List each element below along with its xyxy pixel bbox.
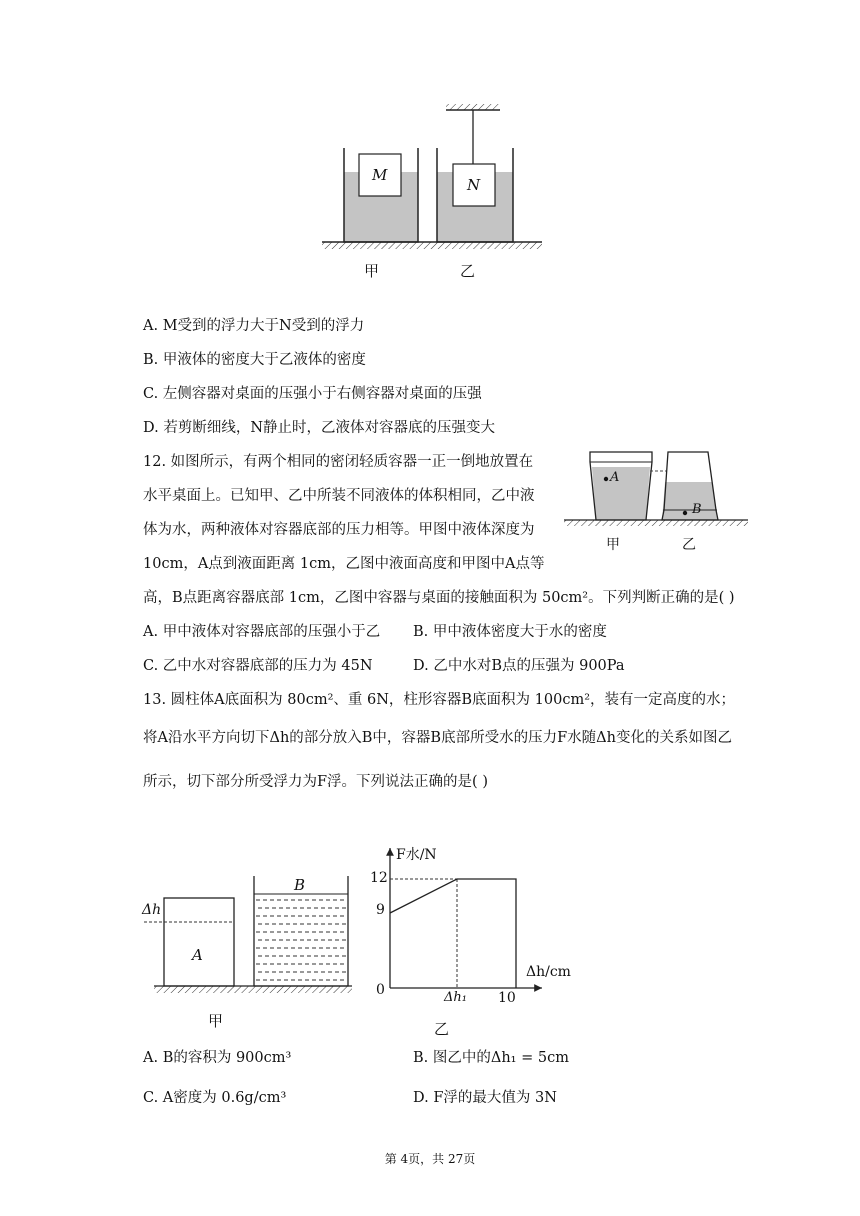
q13-option-a: A. B的容积为 900cm³ xyxy=(143,1050,292,1066)
q13-x-tick-10: 10 xyxy=(498,990,516,1006)
q12-line-1: 12. 如图所示，有两个相同的密闭轻质容器一正一倒地放置在 xyxy=(143,454,534,470)
q12-point-b-label: B xyxy=(692,502,702,517)
q12-line-2: 水平桌面上。已知甲、乙中所装不同液体的体积相同，乙中液 xyxy=(143,488,535,504)
table-hatch xyxy=(322,242,542,249)
q12-option-b: B. 甲中液体密度大于水的密度 xyxy=(413,624,607,640)
q13-option-c: C. A密度为 0.6g/cm³ xyxy=(143,1090,287,1106)
q13-y-tick-9: 9 xyxy=(376,902,385,918)
q12-figure-svg xyxy=(562,446,782,530)
ceiling-hatch xyxy=(446,104,500,110)
q13-x-axis-label: Δh/cm xyxy=(526,964,571,980)
q13-figure-jia xyxy=(140,868,370,1038)
q12-line-3: 体为水，两种液体对容器底部的压力相等。甲图中液体深度为 xyxy=(143,522,535,538)
q13-line-3: 所示，切下部分所受浮力为F浮。下列说法正确的是( ) xyxy=(143,774,488,790)
q12-liquid-yi xyxy=(662,482,718,520)
figure-label-jia: 甲 xyxy=(364,262,380,280)
q13-data-line xyxy=(390,879,516,988)
q13-option-d: D. F浮的最大值为 3N xyxy=(413,1090,557,1106)
figure-containers-mn xyxy=(318,100,548,290)
q13-chart xyxy=(370,840,590,1040)
q11-option-b: B. 甲液体的密度大于乙液体的密度 xyxy=(143,352,366,368)
q12-option-d: D. 乙中水对B点的压强为 900Pa xyxy=(413,658,625,674)
q13-delta-h-label: Δh xyxy=(142,902,162,918)
figure-containers-svg xyxy=(318,100,548,250)
q12-point-a-label: A xyxy=(610,470,620,485)
q12-line-4: 10cm，A点到液面距离 1cm，乙图中液面高度和甲图中A点等 xyxy=(143,556,545,572)
q13-origin: 0 xyxy=(376,982,385,998)
q13-x-tick-dh1: Δh₁ xyxy=(444,990,467,1005)
q13-block-a xyxy=(164,898,234,986)
q13-y-axis-label: F水/N xyxy=(396,847,437,863)
q11-option-d: D. 若剪断细线，N静止时，乙液体对容器底的压强变大 xyxy=(143,420,496,436)
q13-label-yi: 乙 xyxy=(434,1020,450,1038)
q13-line-1: 13. 圆柱体A底面积为 80cm²、重 6N，柱形容器B底面积为 100cm²，装有一定高度的水； xyxy=(143,692,736,708)
q12-option-a: A. 甲中液体对容器底部的压强小于乙 xyxy=(143,624,381,640)
q12-figure xyxy=(562,446,782,556)
q12-point-b xyxy=(683,511,687,515)
q13-block-a-label: A xyxy=(192,946,203,964)
figure-label-yi: 乙 xyxy=(460,262,476,280)
q13-option-b: B. 图乙中的Δh₁ = 5cm xyxy=(413,1050,569,1066)
q13-container-b-label: B xyxy=(294,876,306,894)
q11-option-a: A. M受到的浮力大于N受到的浮力 xyxy=(143,318,365,334)
q12-table-hatch xyxy=(564,520,748,526)
q13-chart-svg xyxy=(370,840,590,1010)
block-m-label: M xyxy=(372,166,388,184)
q13-label-jia: 甲 xyxy=(208,1012,224,1030)
q12-liquid-jia xyxy=(592,467,650,520)
q12-option-c: C. 乙中水对容器底部的压力为 45N xyxy=(143,658,373,674)
q12-label-jia: 甲 xyxy=(606,537,620,553)
block-n-label: N xyxy=(467,176,481,194)
q13-y-tick-12: 12 xyxy=(370,870,388,886)
q11-option-c: C. 左侧容器对桌面的压强小于右侧容器对桌面的压强 xyxy=(143,386,482,402)
q12-line-5: 高，B点距离容器底部 1cm，乙图中容器与桌面的接触面积为 50cm²。下列判断正确的是( ) xyxy=(143,590,735,606)
q13-figure-jia-svg xyxy=(140,868,370,1000)
q13-table-hatch xyxy=(154,986,352,993)
q12-point-a xyxy=(604,477,608,481)
q12-label-yi: 乙 xyxy=(682,537,696,553)
q13-line-2: 将A沿水平方向切下Δh的部分放入B中，容器B底部所受水的压力F水随Δh变化的关系如图乙 xyxy=(143,730,732,746)
page-footer: 第 4页，共 27页 xyxy=(384,1152,476,1166)
